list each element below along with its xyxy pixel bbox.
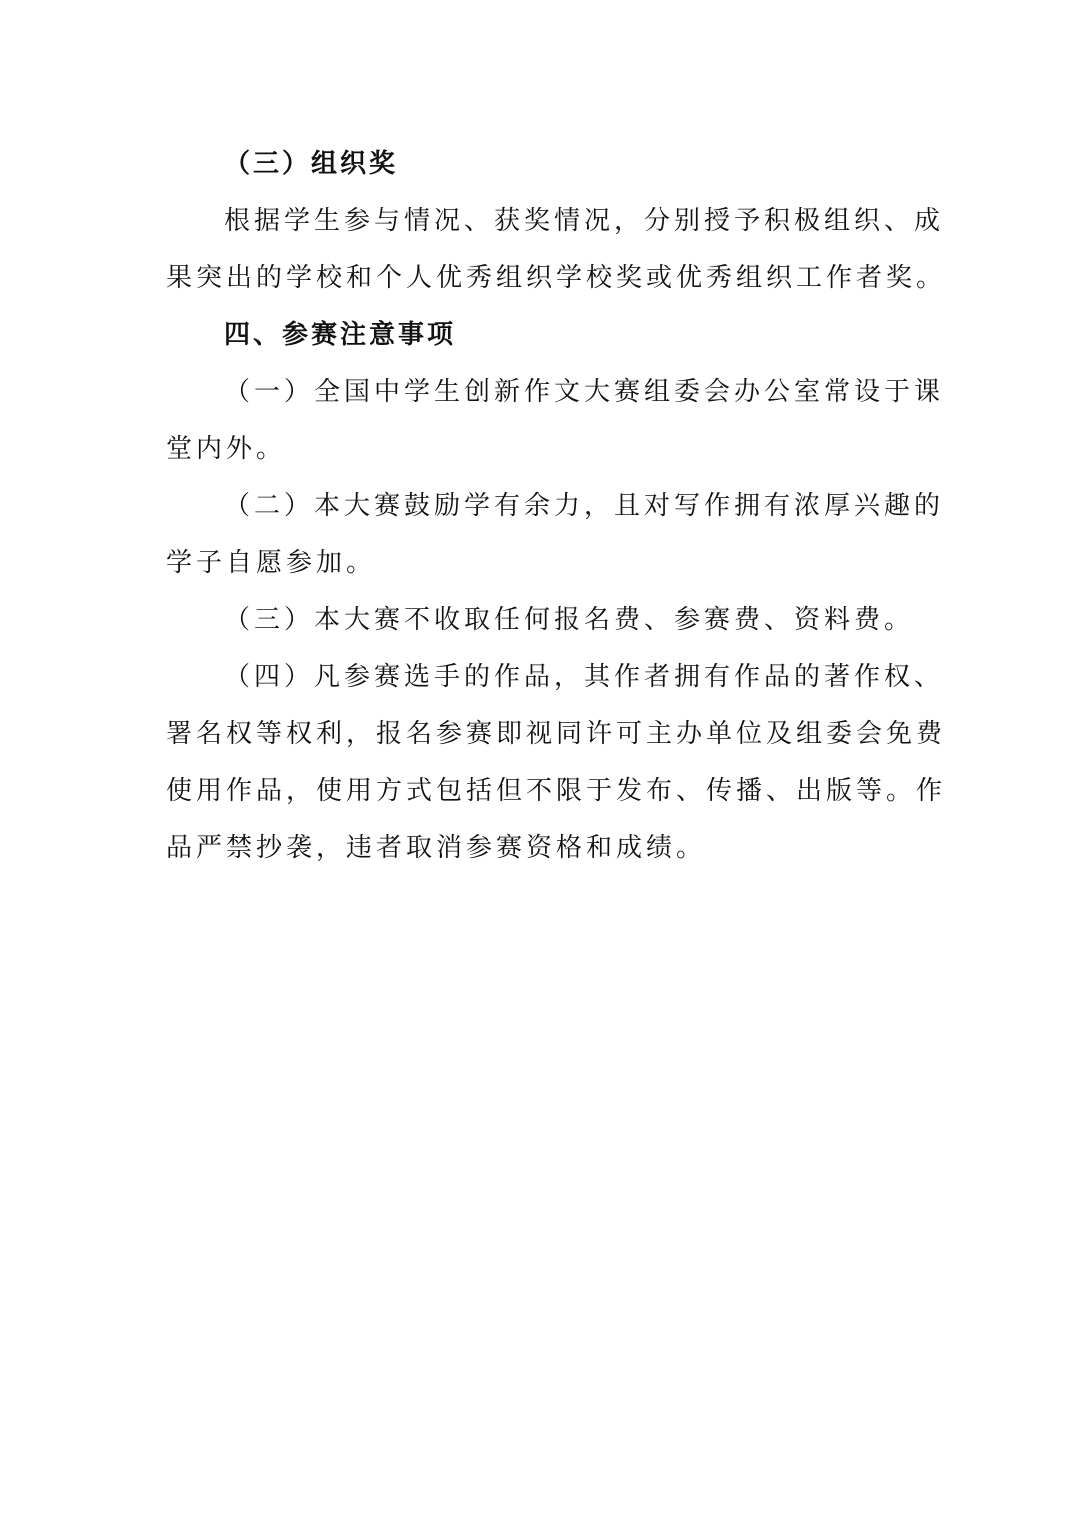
paragraph-note-3 — [166, 592, 918, 649]
paragraph-line: 堂内外。 — [166, 434, 287, 464]
heading-notes — [166, 307, 918, 364]
paragraph-line: 使用作品，使用方式包括但不限于发布、传播、出版等。作 — [166, 776, 947, 806]
paragraph-line: （二）本大赛鼓励学有余力，且对写作拥有浓厚兴趣的 — [224, 491, 945, 521]
subheading-line: （三）组织奖 — [224, 149, 399, 179]
paragraph-note-2 — [166, 478, 945, 592]
paragraph-note-1 — [166, 364, 945, 478]
paragraph-line: （四）凡参赛选手的作品，其作者拥有作品的著作权、 — [224, 662, 945, 692]
paragraph-organization-award — [166, 193, 947, 307]
paragraph-line: 果突出的学校和个人优秀组织学校奖或优秀组织工作者奖。 — [166, 263, 947, 293]
paragraph-line: 署名权等权利，报名参赛即视同许可主办单位及组委会免费 — [166, 719, 947, 749]
paragraph-note-4 — [166, 649, 947, 877]
paragraph-line: 学子自愿参加。 — [166, 548, 377, 578]
paragraph-line: 品严禁抄袭，违者取消参赛资格和成绩。 — [166, 833, 707, 863]
paragraph-line: （一）全国中学生创新作文大赛组委会办公室常设于课 — [224, 377, 945, 407]
paragraph-line: 根据学生参与情况、获奖情况，分别授予积极组织、成 — [224, 206, 945, 236]
paragraph-line: （三）本大赛不收取任何报名费、参赛费、资料费。 — [224, 605, 915, 635]
subheading-organization-award — [166, 136, 918, 193]
heading-line: 四、参赛注意事项 — [224, 320, 457, 350]
document-body — [166, 136, 947, 877]
